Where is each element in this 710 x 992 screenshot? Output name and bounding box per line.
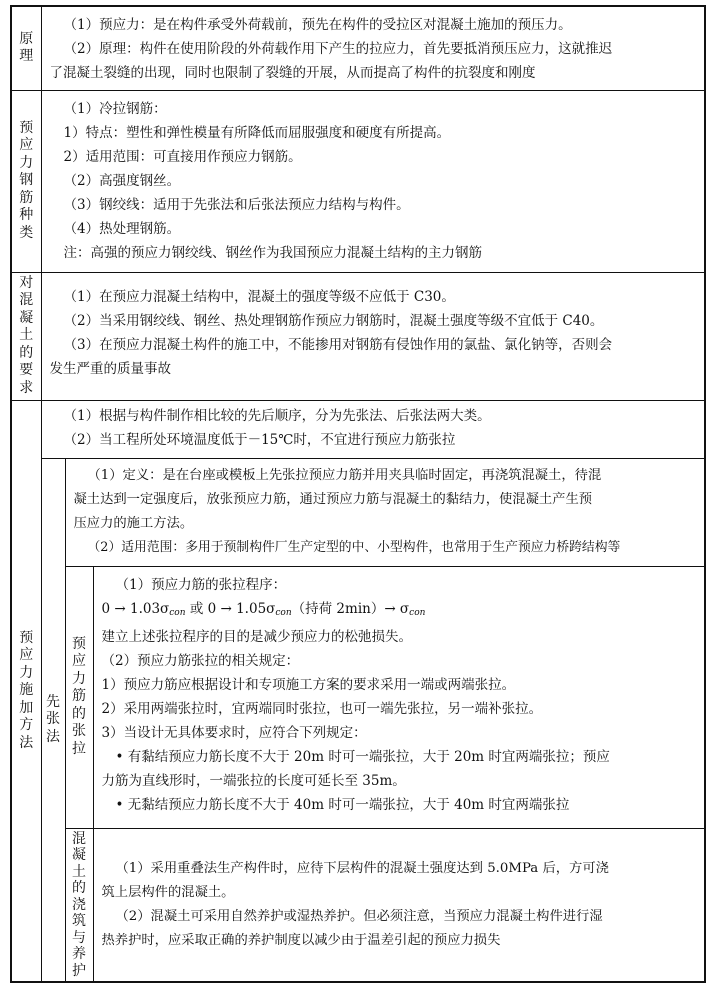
label-char: 施 (19, 682, 34, 698)
pretension-def-content (65, 458, 705, 566)
text-line: 力筋为直线形时，一端张拉的长度可延长至 35m。 (101, 772, 406, 789)
label-char: 的 (19, 344, 34, 361)
label-char: 土 (19, 327, 34, 344)
label-char: 土 (72, 863, 86, 880)
label-char: 筑 (72, 913, 86, 929)
label-pretension (41, 458, 65, 982)
text-line: （2）预应力筋张拉的相关规定： (101, 652, 300, 669)
pouring-content (93, 828, 705, 982)
label-char: 张 (46, 711, 60, 727)
label-char: 种 (19, 207, 34, 224)
label-char: 浇 (72, 896, 86, 913)
label-char: 要 (19, 362, 34, 379)
label-char: 预 (19, 119, 34, 136)
bullet-item: • 有黏结预应力筋长度不大于 20m 时可一端张拉，大于 20m 时宜两端张拉；预应 (102, 745, 697, 769)
text-line: （3）钢绞线：适用于先张法和后张法预应力结构与构件。 (63, 196, 410, 213)
label-pouring (65, 828, 93, 982)
text-line: 1）特点：塑性和弹性模量有所降低而屈服强度和硬度有所提高。 (63, 124, 451, 141)
label-char: 混 (72, 830, 86, 847)
label-char: 求 (19, 379, 34, 396)
row-concrete-req (11, 272, 705, 400)
text-line: （2）高强度钢丝。 (63, 172, 181, 189)
text-line: 压应力的施工方法。 (73, 515, 194, 531)
text-line: 发生严重的质量事故 (49, 360, 171, 377)
tensioning-content (93, 566, 705, 828)
text-line: （2）混凝土可采用自然养护或湿热养护。但必须注意，当预应力混凝土构件进行湿 (115, 908, 603, 924)
label-char: 凝 (19, 309, 34, 326)
label-char: 力 (19, 154, 34, 171)
label-char: 筋 (19, 189, 34, 206)
prestress-table (10, 5, 706, 983)
text-line: 建立上述张拉程序的目的是减少预应力的松弛损失。 (101, 628, 412, 645)
label-char: 的 (72, 880, 86, 896)
text-line: 了混凝土裂缝的出现，同时也限制了裂缝的开展，从而提高了构件的抗裂度和刚度 (49, 65, 536, 81)
label-char: 混 (19, 292, 34, 309)
text-line: 注：高强的预应力钢绞线、钢丝作为我国预应力混凝土结构的主力钢筋 (63, 244, 482, 261)
label-char: 法 (46, 728, 60, 745)
text-line: 1）预应力筋应根据设计和专项施工方案的要求采用一端或两端张拉。 (101, 676, 516, 693)
text-line: （4）热处理钢筋。 (63, 220, 181, 237)
label-char: 凝 (72, 847, 86, 863)
label-methods (11, 400, 41, 982)
steel-types-content (41, 90, 705, 272)
text-line: （2）原理：构件在使用阶段的外荷载作用下产生的拉应力，首先要抵消预压应力，这就推迟 (63, 41, 613, 57)
text-line: 2）采用两端张拉时，宜两端同时张拉，也可一端先张拉，另一端补张拉。 (101, 700, 543, 717)
label-char: 护 (72, 962, 86, 979)
row-principle (11, 6, 705, 90)
text-line: （2）适用范围：多用于预制构件厂生产定型的中、小型构件，也常用于生产预应力桥跨结构等 (87, 539, 621, 555)
bullet-item: • 无黏结预应力筋长度不大于 40m 时可一端张拉，大于 40m 时宜两端张拉 (102, 793, 697, 817)
text-line: （3）在预应力混凝土构件的施工中，不能掺用对钢筋有侵蚀作用的氯盐、氯化钠等，否则会 (63, 336, 613, 353)
subscript-con: con (275, 607, 292, 618)
label-char: 加 (19, 699, 34, 716)
label-char: 拉 (72, 740, 86, 757)
text-line: 2）适用范围：可直接用作预应力钢筋。 (63, 148, 302, 165)
label-char: 与 (72, 929, 86, 946)
principle-content (41, 6, 705, 90)
text-line: 热养护时，应采取正确的养护制度以减少由于温差引起的预应力损失 (101, 932, 501, 948)
text-line: 凝土达到一定强度后，放张预应力筋，通过预应力筋与混凝土的黏结力，使混凝土产生预 (73, 491, 593, 507)
label-char: 应 (72, 653, 86, 670)
label-char: 预 (72, 635, 86, 652)
text-line: （1）预应力：是在构件承受外荷载前，预先在构件的受拉区对混凝土施加的预压力。 (63, 17, 572, 33)
label-char: 应 (19, 137, 34, 154)
text-line: （1）定义：是在台座或模板上先张拉预应力筋并用夹具临时固定，再浇筑混凝土，待混 (87, 467, 602, 483)
text-line: （2）当工程所处环境温度低于－15℃时，不宜进行预应力筋张拉 (63, 431, 456, 448)
label-char: 预 (19, 629, 34, 646)
label-char: 先 (46, 693, 60, 710)
label-steel-types (11, 90, 41, 272)
label-char: 张 (72, 723, 86, 740)
label-char: 力 (19, 664, 34, 681)
label-tensioning (65, 566, 93, 828)
methods-intro-content (41, 400, 705, 458)
label-char: 对 (19, 274, 34, 291)
row-methods-intro (11, 400, 705, 458)
row-steel-types (11, 90, 705, 272)
concrete-req-content (41, 272, 705, 400)
tension-formula: $0 \to 1.03\sigma_{con}$ 或 $0 \to 1.05\sigma_{con}$（持荷 $2\min)\to \sigma_{con}$ (101, 600, 426, 618)
text-line: （1）采用重叠法生产构件时，应待下层构件的混凝土强度达到 5.0MPa 后，方可浇 (115, 860, 609, 876)
label-concrete-req (11, 272, 41, 400)
row-pouring (11, 828, 705, 982)
label-char: 的 (72, 705, 86, 722)
text-line: 筑上层构件的混凝土。 (101, 884, 235, 900)
label-char: 理 (19, 48, 34, 65)
subscript-con: con (169, 607, 186, 618)
text-line: （1）冷拉钢筋： (63, 100, 167, 117)
subscript-con: con (409, 607, 426, 618)
label-char: 方 (19, 717, 34, 733)
label-char: 钢 (19, 172, 34, 189)
label-principle (11, 6, 41, 90)
text-line: （1）在预应力混凝土结构中，混凝土的强度等级不应低于 C30。 (63, 288, 455, 305)
text-line: （1）根据与构件制作相比较的先后顺序，分为先张法、后张法两大类。 (63, 407, 491, 424)
row-pretension-def (11, 458, 705, 566)
text-line: （1）预应力筋的张拉程序： (115, 576, 287, 593)
label-char: 应 (19, 647, 34, 663)
label-char: 力 (72, 670, 86, 687)
label-char: 养 (72, 946, 86, 962)
row-tensioning (11, 566, 705, 828)
label-char: 筋 (72, 688, 86, 705)
label-char: 法 (19, 734, 34, 751)
text-line: （2）当采用钢绞线、钢丝、热处理钢筋作预应力钢筋时，混凝土强度等级不宜低于 C40。 (63, 312, 604, 329)
label-char: 类 (19, 224, 34, 241)
text-line: 3）当设计无具体要求时，应符合下列规定： (101, 724, 367, 741)
label-char: 原 (19, 30, 34, 47)
